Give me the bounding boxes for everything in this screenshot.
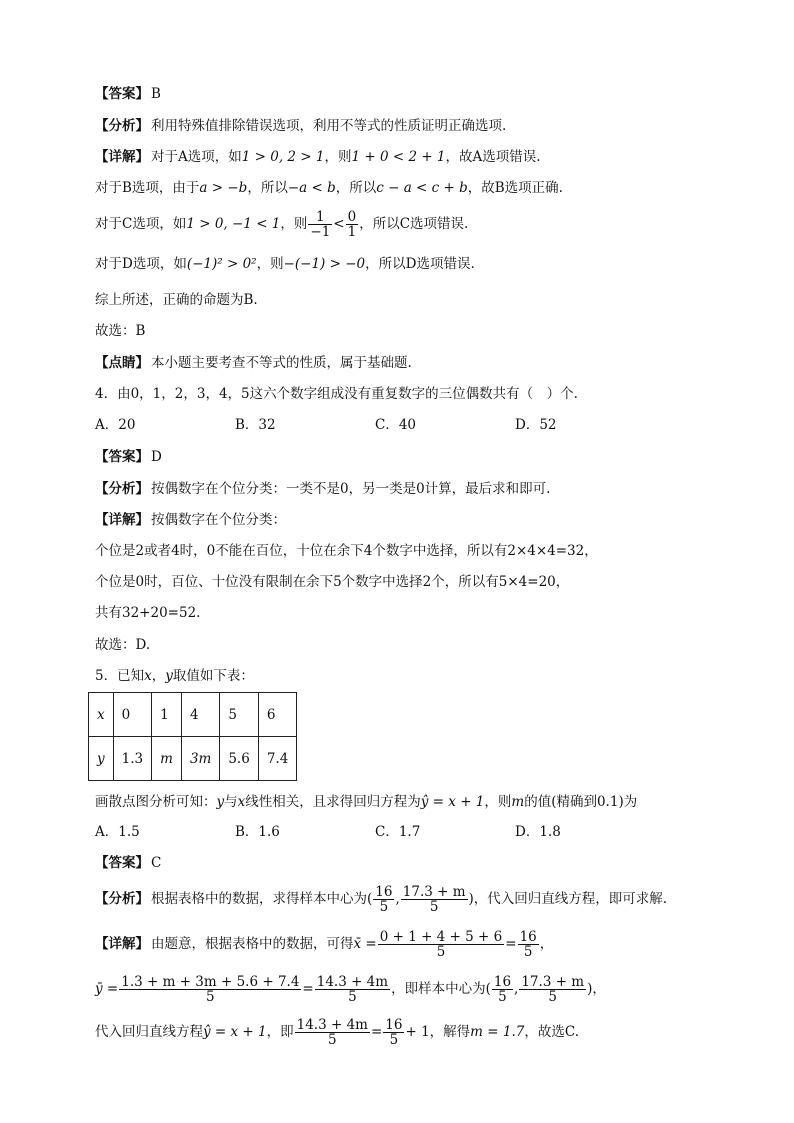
answer-tag: 【答案】 — [95, 449, 149, 465]
text: , — [395, 891, 400, 907]
text: ，即样本中心为( — [391, 981, 491, 997]
math: −(−1) > −0 — [283, 256, 366, 272]
math: m — [511, 794, 525, 810]
math: ŷ = x + 1 — [203, 1024, 267, 1040]
q5-option-d: D．1.8 — [515, 824, 561, 840]
q3-detail-a-line — [95, 147, 541, 167]
text: ，解得 — [429, 1024, 471, 1040]
text: ， — [539, 936, 554, 952]
q3-analysis: 利用特殊值排除错误选项，利用不等式的性质证明正确选项. — [151, 118, 507, 134]
q5-option-c: C．1.7 — [375, 824, 421, 840]
math: + 1 — [405, 1024, 430, 1040]
text: ，则 — [324, 149, 352, 165]
q4-answer: D — [151, 449, 162, 465]
q3-detail-b-line — [95, 178, 563, 198]
math: 1 + 0 < 2 + 1 — [351, 149, 446, 165]
math: m = 1.7 — [470, 1024, 525, 1040]
denominator: −1 — [310, 224, 331, 240]
q3-summary: 综上所述，正确的命题为B. — [95, 292, 258, 308]
text: 对于C选项，如 — [95, 216, 187, 232]
numerator: 17.3 + m — [521, 974, 585, 990]
math: y — [165, 668, 173, 684]
q5-substitute-line — [95, 1018, 579, 1047]
math: ŷ = x + 1 — [420, 794, 485, 810]
denominator: 5 — [436, 944, 446, 960]
denominator: 5 — [498, 989, 507, 1005]
analysis-tag: 【分析】 — [95, 481, 149, 497]
text: 对于A选项，如 — [151, 149, 242, 165]
text: 由题意，根据表格中的数据，可得 — [151, 936, 354, 952]
q5-answer-line — [95, 853, 161, 873]
numerator: 16 — [375, 884, 393, 900]
text: ，所以 — [335, 180, 377, 196]
fraction — [401, 885, 468, 914]
numerator: 16 — [385, 1017, 403, 1033]
text: ，即 — [266, 1024, 294, 1040]
table-cell: 1.3 — [113, 737, 151, 781]
detail-tag: 【详解】 — [95, 149, 149, 165]
q4-choice: 故选：D. — [95, 637, 151, 653]
table-cell: 5 — [220, 693, 258, 737]
text: )，代入回归直线方程，即可求解. — [468, 891, 668, 907]
numerator: 16 — [493, 974, 512, 990]
table-cell: m — [152, 737, 182, 781]
q5-option-a: A．1.5 — [95, 824, 140, 840]
text: ，则 — [280, 216, 308, 232]
text: ，所以D选项错误. — [365, 256, 475, 272]
numerator: 1.3 + m + 3m + 5.6 + 7.4 — [121, 974, 300, 990]
numerator: 0 — [347, 209, 357, 225]
table-cell: 6 — [258, 693, 296, 737]
numerator: 14.3 + 4m — [296, 1017, 368, 1033]
denominator: 5 — [328, 1032, 337, 1048]
q4-line3: 共有32+20=52. — [95, 605, 201, 621]
math: < — [333, 216, 345, 232]
q4-option-a: A．20 — [95, 417, 136, 433]
q5-analysis-line — [95, 885, 667, 914]
numerator: 0 + 1 + 4 + 5 + 6 — [379, 929, 503, 945]
fraction — [383, 1018, 404, 1047]
math: 1 > 0, −1 < 1 — [186, 216, 281, 232]
math: c − a < c + b — [376, 180, 468, 196]
answer-tag: 【答案】 — [95, 86, 149, 102]
text: 代入回归直线方程 — [95, 1024, 203, 1040]
detail-tag: 【详解】 — [95, 512, 149, 528]
fraction — [308, 210, 332, 239]
q4-line2: 个位是0时，百位、十位没有限制在余下5个数字中选择2个，所以有5×4=20， — [95, 574, 570, 590]
fraction — [346, 210, 359, 239]
q5-ybar-line — [95, 975, 606, 1004]
comment-tag: 【点睛】 — [95, 355, 149, 371]
q4-option-d: D．52 — [515, 417, 557, 433]
text: 的值(精确到0.1)为 — [524, 794, 638, 810]
math: = — [302, 981, 314, 997]
math: ȳ = — [95, 981, 119, 997]
fraction — [119, 975, 301, 1004]
math: x — [144, 668, 152, 684]
text: ，所以 — [247, 180, 288, 196]
table-cell: x — [89, 693, 114, 737]
text: 对于B选项，由于 — [95, 180, 200, 196]
q5-stem — [95, 666, 254, 686]
denominator: 5 — [206, 989, 215, 1005]
denominator: 5 — [379, 899, 389, 915]
denominator: 5 — [348, 989, 357, 1005]
text: 本小题主要考查不等式的性质，属于基础题. — [151, 355, 412, 371]
math: a > −b — [199, 180, 248, 196]
text: 按偶数字在个位分类：一类不是0，另一类是0计算，最后求和即可. — [151, 481, 551, 497]
text: ，则 — [484, 794, 512, 810]
q3-comment-line — [95, 353, 412, 373]
text: 画散点图分析可知： — [95, 794, 217, 810]
fraction — [373, 885, 394, 914]
text: )， — [587, 981, 606, 997]
q5-options — [95, 822, 655, 842]
denominator: 5 — [523, 944, 533, 960]
denominator: 5 — [389, 1032, 399, 1048]
denominator: 5 — [548, 989, 558, 1005]
fraction — [492, 975, 513, 1004]
text: ， — [151, 668, 166, 684]
q3-choice: 故选：B — [95, 323, 146, 339]
table-row — [89, 737, 297, 781]
math: 1 > 0, 2 > 1 — [241, 149, 325, 165]
q3-answer-line — [95, 84, 161, 104]
text: ，所以C选项错误. — [359, 216, 469, 232]
text: ，故B选项正确. — [467, 180, 563, 196]
answer-tag: 【答案】 — [95, 855, 149, 871]
math: = — [370, 1024, 383, 1040]
math: y — [216, 794, 225, 810]
table-cell: 4 — [181, 693, 219, 737]
xy-value-table — [88, 692, 297, 781]
q3-analysis-line — [95, 116, 506, 136]
numerator: 17.3 + m — [402, 884, 466, 900]
analysis-tag: 【分析】 — [95, 891, 149, 907]
fraction — [519, 975, 586, 1004]
math: (−1)² > 0² — [186, 256, 257, 272]
denominator: 1 — [347, 224, 357, 240]
table-row — [89, 693, 297, 737]
table-cell: 1 — [152, 693, 182, 737]
q4-option-b: B．32 — [235, 417, 276, 433]
fraction — [378, 930, 505, 959]
q3-answer: B — [151, 86, 161, 102]
q4-option-c: C．40 — [375, 417, 417, 433]
table-cell: 3m — [181, 737, 219, 781]
q4-options — [95, 415, 655, 435]
table-cell: 7.4 — [258, 737, 296, 781]
text: 按偶数字在个位分类： — [151, 512, 286, 528]
q4-line1: 个位是2或者4时，0不能在百位，十位在余下4个数字中选择，所以有2×4×4=32， — [95, 543, 598, 559]
analysis-tag: 【分析】 — [95, 118, 149, 134]
q4-analysis-line — [95, 479, 550, 499]
text: ，故A选项错误. — [445, 149, 541, 165]
math: = — [505, 936, 517, 952]
math: x̄ = — [353, 936, 377, 952]
text: ，故选C. — [524, 1024, 579, 1040]
text: ，则 — [256, 256, 284, 272]
text: 与 — [224, 794, 238, 810]
table-cell: 0 — [113, 693, 151, 737]
text: 对于D选项，如 — [95, 256, 187, 272]
fraction — [295, 1018, 370, 1047]
q5-answer: C — [151, 855, 162, 871]
q4-answer-line — [95, 447, 162, 467]
math: −a < b — [287, 180, 336, 196]
table-cell: 5.6 — [220, 737, 258, 781]
numerator: 1 — [308, 210, 332, 225]
numerator: 16 — [519, 929, 537, 945]
q5-detail-line — [95, 930, 553, 959]
q4-stem: 4．由0，1，2，3，4，5这六个数字组成没有重复数字的三位偶数共有（ ）个. — [95, 386, 578, 402]
q3-detail-d-line — [95, 254, 475, 274]
text: 5．已知 — [95, 668, 145, 684]
q4-detail-line — [95, 510, 286, 530]
q5-option-b: B．1.6 — [235, 824, 280, 840]
numerator: 14.3 + 4m — [316, 974, 389, 990]
detail-tag: 【详解】 — [95, 936, 149, 952]
q5-condition — [95, 792, 637, 812]
denominator: 5 — [429, 899, 439, 915]
text: , — [514, 981, 519, 997]
fraction — [315, 975, 390, 1004]
text: 根据表格中的数据，求得样本中心为( — [151, 891, 373, 907]
text: 线性相关，且求得回归方程为 — [245, 794, 421, 810]
text: 取值如下表： — [172, 668, 254, 684]
q3-detail-c-line — [95, 210, 468, 239]
fraction — [518, 930, 539, 959]
math: x — [237, 794, 246, 810]
table-cell: y — [89, 737, 114, 781]
